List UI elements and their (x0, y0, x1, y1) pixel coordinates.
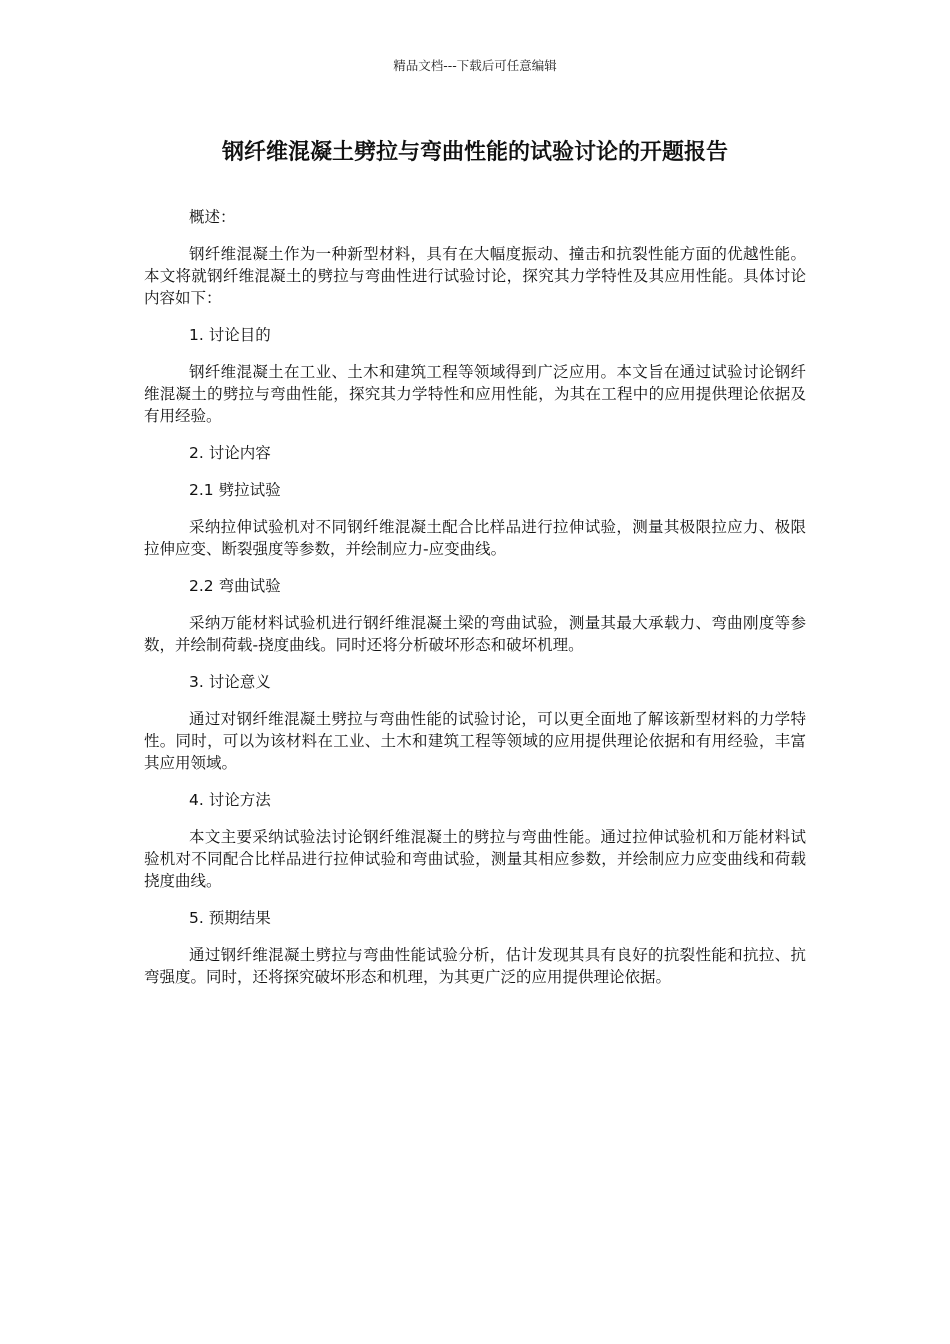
subsection-body-bending-test: 采纳万能材料试验机进行钢纤维混凝土梁的弯曲试验，测量其最大承载力、弯曲刚度等参数，并绘制荷载-挠度曲线。同时还将分析破坏形态和破坏机理。 (144, 614, 806, 654)
section-body-expected-results: 通过钢纤维混凝土劈拉与弯曲性能试验分析，估计发现其具有良好的抗裂性能和抗拉、抗弯强度。同时，还将探究破坏形态和机理，为其更广泛的应用提供理论依据。 (144, 946, 806, 986)
overview-label: 概述： (189, 208, 236, 226)
section-body-purpose: 钢纤维混凝土在工业、土木和建筑工程等领域得到广泛应用。本文旨在通过试验讨论钢纤维混凝土的劈拉与弯曲性能，探究其力学特性和应用性能，为其在工程中的应用提供理论依据及有用经验。 (144, 363, 806, 425)
section-heading-significance: 3. 讨论意义 (189, 673, 271, 691)
header-note: 精品文档---下载后可任意编辑 (393, 58, 557, 73)
section-heading-expected-results: 5. 预期结果 (189, 909, 271, 927)
section-body-significance: 通过对钢纤维混凝土劈拉与弯曲性能的试验讨论，可以更全面地了解该新型材料的力学特性。同时，可以为该材料在工业、土木和建筑工程等领域的应用提供理论依据和有用经验，丰富其应用领域。 (144, 710, 806, 772)
section-heading-content: 2. 讨论内容 (189, 444, 271, 462)
intro-paragraph: 钢纤维混凝土作为一种新型材料，具有在大幅度振动、撞击和抗裂性能方面的优越性能。本文将就钢纤维混凝土的劈拉与弯曲性进行试验讨论，探究其力学特性及其应用性能。具体讨论内容如下： (144, 245, 806, 307)
document-body (144, 206, 806, 1003)
section-body-method: 本文主要采纳试验法讨论钢纤维混凝土的劈拉与弯曲性能。通过拉伸试验机和万能材料试验机对不同配合比样品进行拉伸试验和弯曲试验，测量其相应参数，并绘制应力应变曲线和荷载挠度曲线。 (144, 828, 806, 890)
subsection-body-splitting-test: 采纳拉伸试验机对不同钢纤维混凝土配合比样品进行拉伸试验，测量其极限拉应力、极限拉伸应变、断裂强度等参数，并绘制应力-应变曲线。 (144, 518, 806, 558)
document-title: 钢纤维混凝土劈拉与弯曲性能的试验讨论的开题报告 (221, 140, 728, 165)
subsection-heading-splitting-test: 2.1 劈拉试验 (189, 481, 281, 499)
section-heading-purpose: 1. 讨论目的 (189, 326, 271, 344)
subsection-heading-bending-test: 2.2 弯曲试验 (189, 577, 281, 595)
section-heading-method: 4. 讨论方法 (189, 791, 271, 809)
